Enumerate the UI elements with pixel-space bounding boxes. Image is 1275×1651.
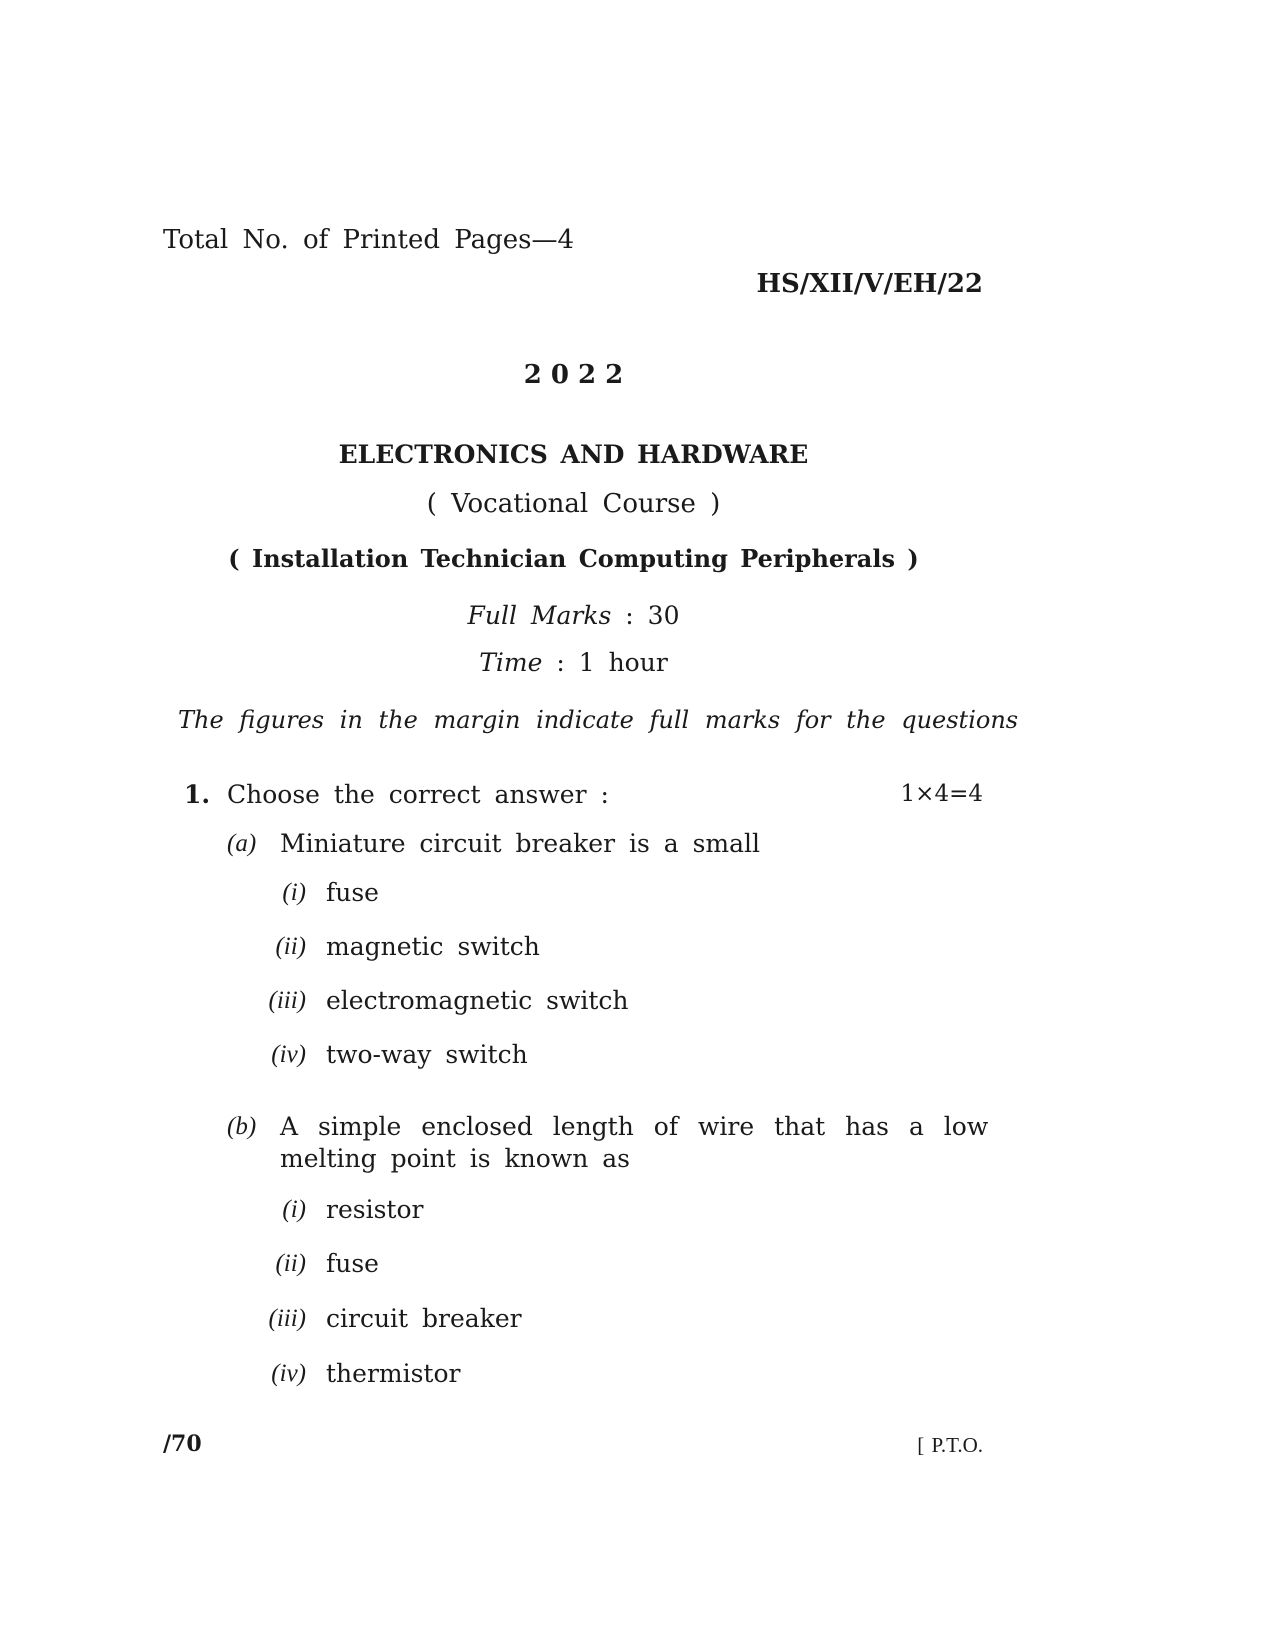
exam-year: 2 0 2 2 bbox=[523, 360, 624, 390]
time-label: Time bbox=[479, 648, 543, 677]
option-text: circuit breaker bbox=[326, 1304, 522, 1333]
total-pages-text: Total No. of Printed Pages—4 bbox=[163, 225, 574, 255]
pto-note: [ P.T.O. bbox=[917, 1433, 983, 1457]
paper-code: HS/XII/V/EH/22 bbox=[756, 269, 983, 299]
option-text: magnetic switch bbox=[326, 932, 540, 961]
option-text: thermistor bbox=[326, 1359, 461, 1388]
sub-question-label-b: (b) bbox=[227, 1113, 257, 1140]
option-num: (i) bbox=[282, 879, 306, 906]
option-text: two-way switch bbox=[326, 1040, 528, 1069]
option-num: (iii) bbox=[268, 1305, 306, 1332]
question-number: 1. bbox=[184, 780, 211, 809]
page-code: /70 bbox=[163, 1431, 202, 1457]
option-num: (iii) bbox=[268, 987, 306, 1014]
time-value: : 1 hour bbox=[556, 648, 668, 677]
sub-question-text-b-line1: A simple enclosed length of wire that has a low bbox=[280, 1112, 989, 1141]
question-prompt: Choose the correct answer : bbox=[227, 780, 609, 809]
option-text: resistor bbox=[326, 1195, 424, 1224]
course-type: ( Vocational Course ) bbox=[426, 489, 721, 519]
question-marks: 1×4=4 bbox=[900, 781, 983, 807]
option-num: (iv) bbox=[271, 1041, 306, 1068]
option-num: (ii) bbox=[275, 1250, 306, 1277]
option-num: (i) bbox=[282, 1196, 306, 1223]
option-num: (ii) bbox=[275, 933, 306, 960]
option-num: (iv) bbox=[271, 1360, 306, 1387]
sub-question-text-b-line2: melting point is known as bbox=[280, 1144, 630, 1173]
full-marks bbox=[0, 602, 1147, 631]
specialization: ( Installation Technician Computing Peripherals ) bbox=[228, 544, 919, 573]
sub-question-text-a: Miniature circuit breaker is a small bbox=[280, 829, 761, 858]
full-marks-value: : 30 bbox=[625, 601, 680, 630]
time-allowed bbox=[0, 649, 1147, 678]
sub-question-label-a: (a) bbox=[227, 830, 257, 857]
instruction-text: The figures in the margin indicate full marks for the questions bbox=[178, 706, 1019, 734]
subject-title: ELECTRONICS AND HARDWARE bbox=[338, 440, 809, 469]
option-text: fuse bbox=[326, 1249, 379, 1278]
option-text: fuse bbox=[326, 878, 379, 907]
full-marks-label: Full Marks bbox=[467, 601, 612, 630]
option-text: electromagnetic switch bbox=[326, 986, 629, 1015]
